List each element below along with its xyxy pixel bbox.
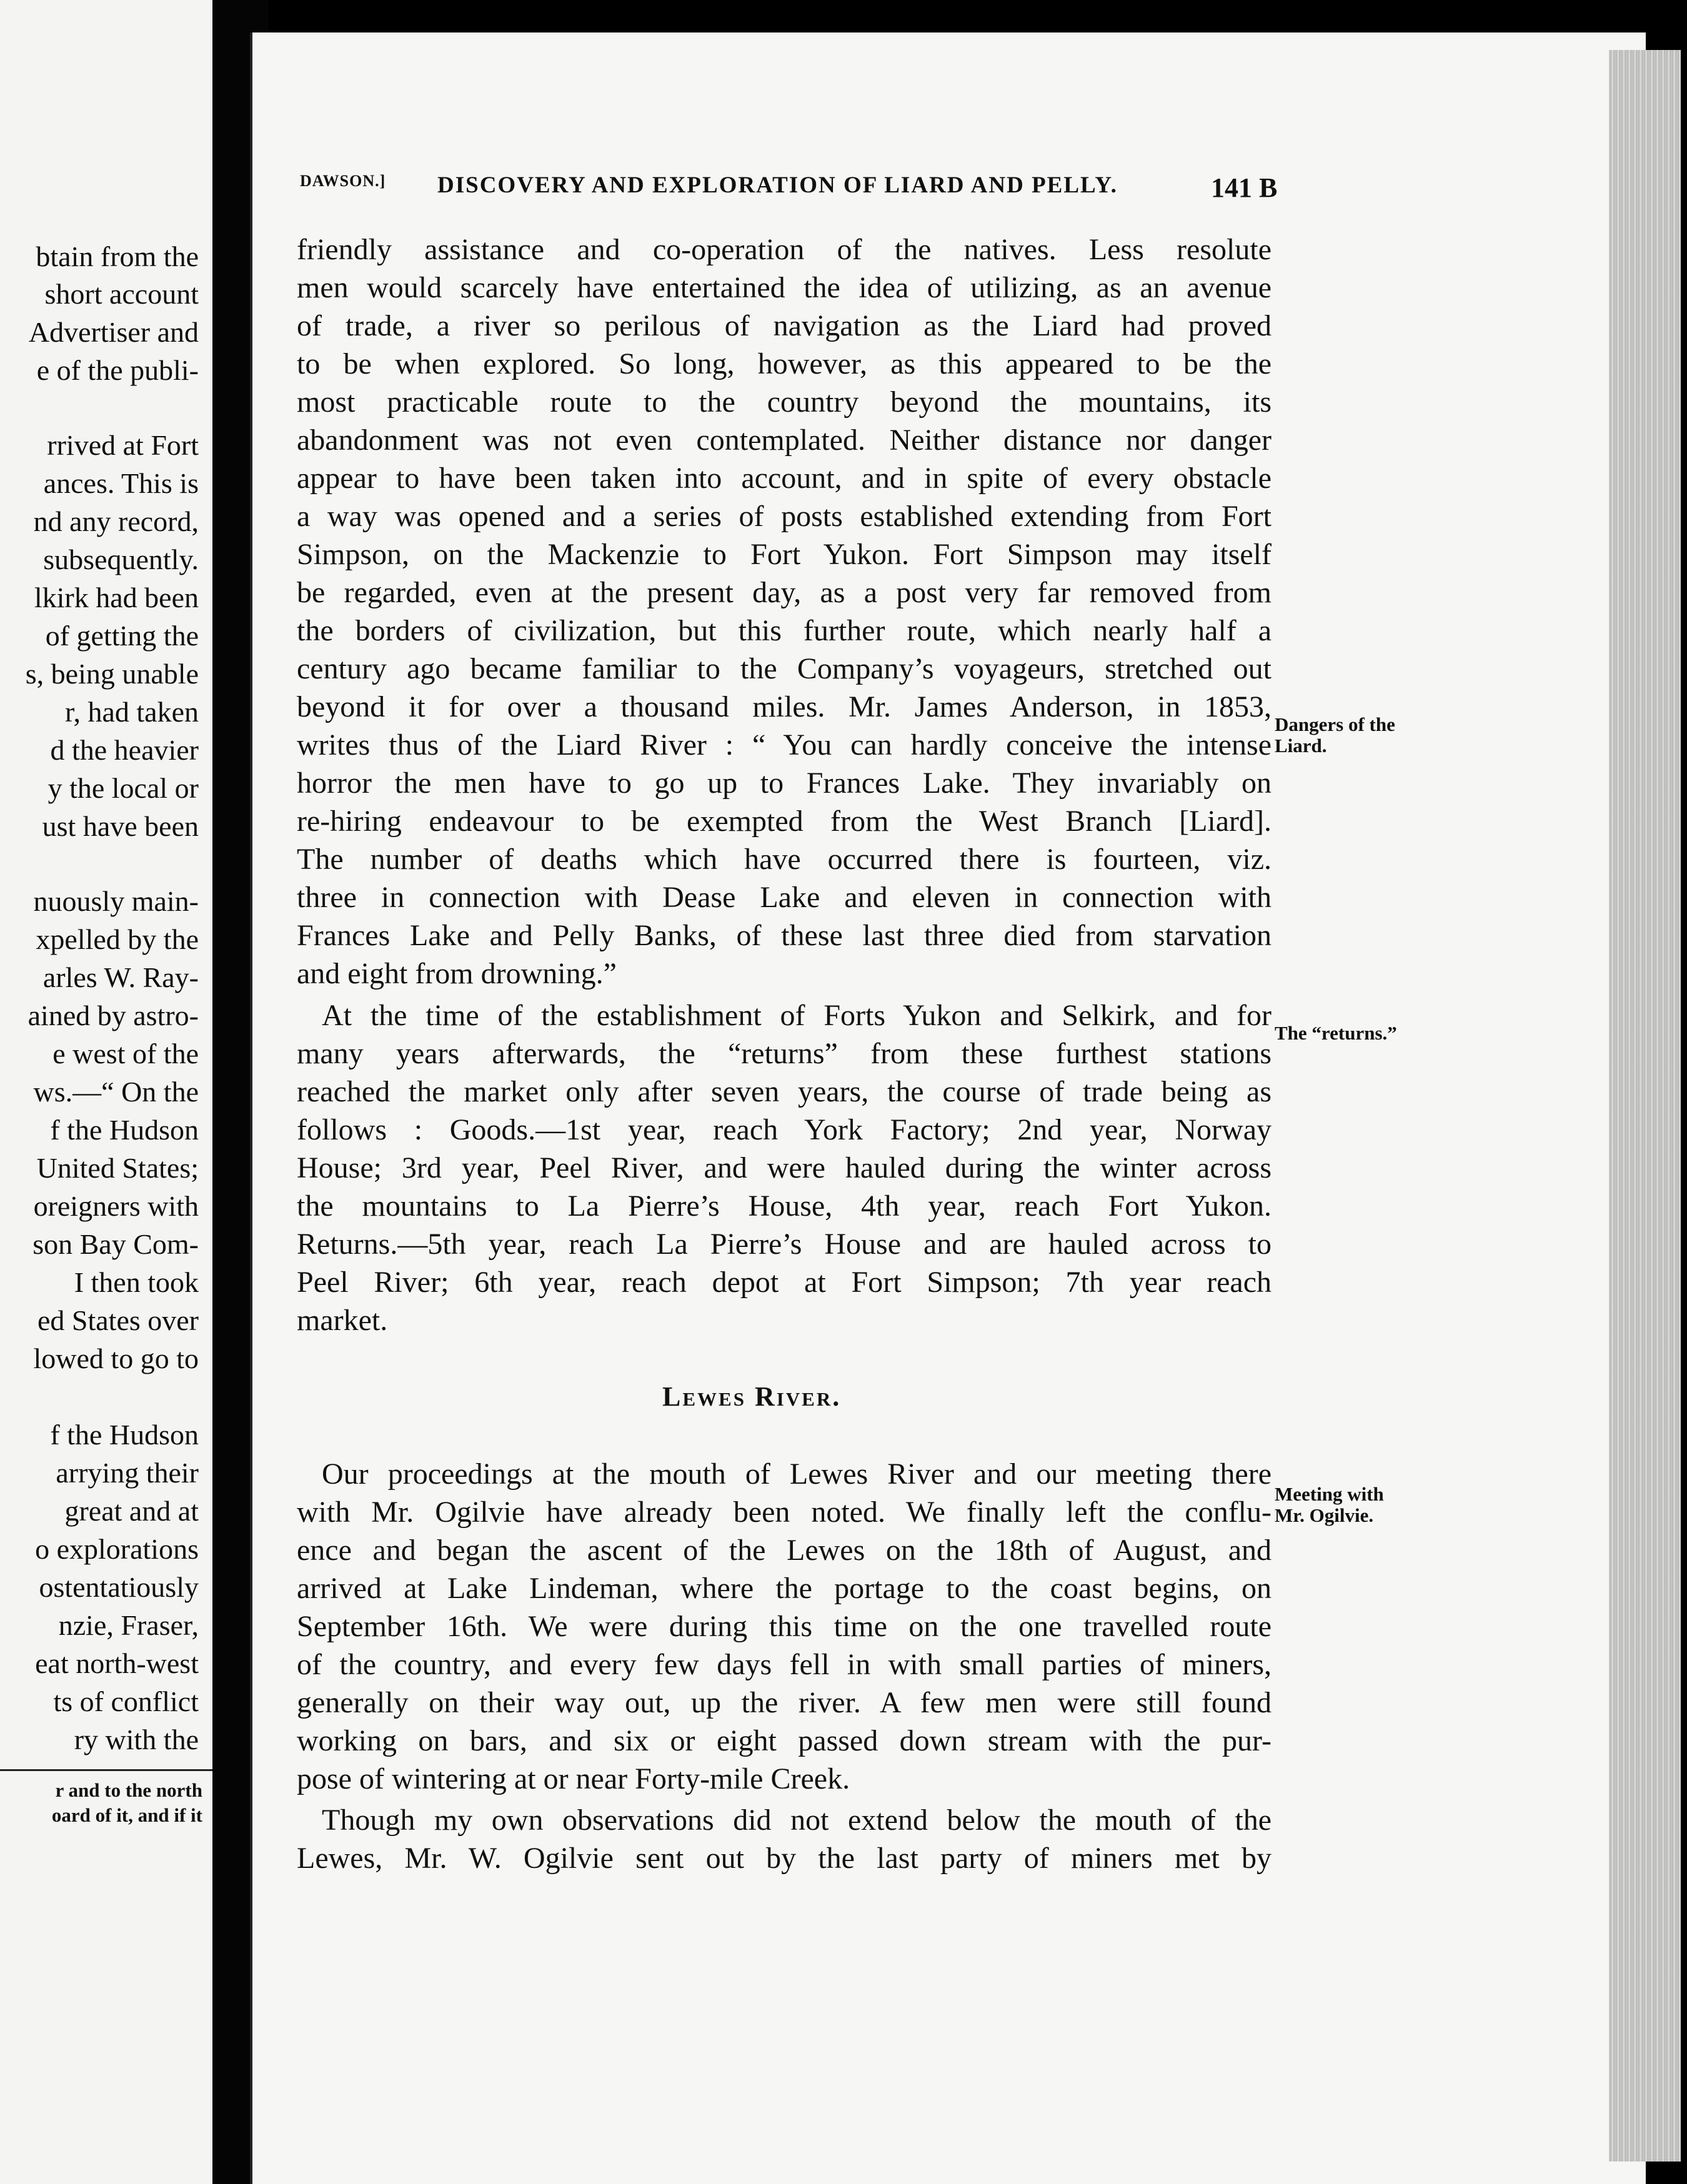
body-text-line: of trade, a river so perilous of navigation as the Liard had proved — [297, 309, 1271, 342]
body-text-line: At the time of the establishment of Forts Yukon and Selkirk, and for — [322, 999, 1271, 1032]
body-text-line: pose of wintering at or near Forty-mile Creek. — [297, 1762, 850, 1795]
section-heading: Lewes River. — [662, 1381, 842, 1412]
left-text-line: e west of the — [52, 1038, 199, 1070]
body-text-line: House; 3rd year, Peel River, and were hauled during the winter across — [297, 1151, 1271, 1184]
body-text-line: most practicable route to the country beyond the mountains, its — [297, 385, 1271, 419]
left-text-line: rrived at Fort — [47, 429, 199, 461]
left-text-line: o explorations — [35, 1533, 199, 1565]
left-text-line: nuously main- — [33, 885, 199, 917]
body-text-line: ence and began the ascent of the Lewes on the 18th of August, and — [297, 1534, 1271, 1567]
left-footnote-line: oard of it, and if it — [51, 1804, 202, 1826]
body-text-line: Though my own observations did not extend below the mouth of the — [322, 1804, 1271, 1837]
left-text-line: f the Hudson — [50, 1114, 199, 1146]
left-text-line: ostentatiously — [39, 1571, 199, 1603]
left-text-line: short account — [44, 278, 199, 310]
body-text-line: friendly assistance and co-operation of the natives. Less resolute — [297, 233, 1271, 266]
running-head-author: DAWSON.] — [300, 172, 386, 190]
margin-note-line: Liard. — [1275, 735, 1327, 757]
left-text-line: nzie, Fraser, — [58, 1609, 199, 1641]
left-text-line: f the Hudson — [50, 1419, 199, 1451]
left-text-line: arrying their — [56, 1457, 199, 1489]
left-text-line: oreigners with — [33, 1190, 199, 1222]
left-text-line: ust have been — [42, 810, 199, 842]
margin-note-line: Meeting with — [1275, 1483, 1384, 1505]
body-text-line: men would scarcely have entertained the idea of utilizing, as an avenue — [297, 271, 1271, 304]
left-text-line: xpelled by the — [36, 923, 199, 955]
left-text-line: Advertiser and — [28, 316, 199, 348]
left-text-line: ts of conflict — [53, 1685, 199, 1717]
margin-note-returns — [1275, 1023, 1397, 1044]
body-text-line: writes thus of the Liard River : “ You can hardly conceive the intense — [297, 728, 1271, 762]
body-text-line: working on bars, and six or eight passed down stream with the pur- — [297, 1724, 1271, 1757]
body-text-line: Frances Lake and Pelly Banks, of these last three died from starvation — [297, 919, 1271, 952]
body-text-line: beyond it for over a thousand miles. Mr. James Anderson, in 1853, — [297, 690, 1271, 723]
margin-note-meeting — [1275, 1484, 1384, 1526]
left-footnote-line: r and to the north — [55, 1779, 202, 1801]
left-text-line: ry with the — [74, 1724, 199, 1755]
left-text-line: eat north-west — [35, 1647, 199, 1679]
body-text-line: abandonment was not even contemplated. Neither distance nor danger — [297, 424, 1271, 457]
body-text-line: re-hiring endeavour to be exempted from the West Branch [Liard]. — [297, 805, 1271, 838]
left-text-line: great and at — [64, 1495, 199, 1527]
left-text-line: btain from the — [36, 241, 199, 272]
left-text-line: ed States over — [37, 1304, 199, 1336]
body-text-line: Peel River; 6th year, reach depot at Fort Simpson; 7th year reach — [297, 1266, 1271, 1299]
body-text-line: the borders of civilization, but this further route, which nearly half a — [297, 614, 1271, 647]
body-text-line: market. — [297, 1304, 388, 1337]
left-text-line: s, being unable — [25, 658, 199, 690]
margin-note-dangers — [1275, 714, 1395, 757]
body-text-line: generally on their way out, up the river. A few men were still found — [297, 1686, 1271, 1719]
left-text-line: ances. This is — [43, 467, 199, 499]
left-text-line: ained by astro- — [27, 1000, 199, 1031]
body-text-line: and eight from drowning.” — [297, 957, 617, 990]
body-text-line: many years afterwards, the “returns” from these furthest stations — [297, 1037, 1271, 1070]
body-text-line: Our proceedings at the mouth of Lewes River and our meeting there — [322, 1457, 1271, 1491]
left-text-line: y the local or — [47, 772, 199, 804]
body-text-line: Simpson, on the Mackenzie to Fort Yukon. Fort Simpson may itself — [297, 538, 1271, 571]
body-text-line: three in connection with Dease Lake and eleven in connection with — [297, 881, 1271, 914]
body-text-line: century ago became familiar to the Company’s voyageurs, stretched out — [297, 652, 1271, 685]
body-text-line: follows : Goods.—1st year, reach York Factory; 2nd year, Norway — [297, 1113, 1271, 1146]
left-text-line: I then took — [74, 1266, 199, 1298]
left-text-line: e of the publi- — [36, 354, 199, 386]
body-text-line: to be when explored. So long, however, as this appeared to be the — [297, 347, 1271, 380]
left-text-line: son Bay Com- — [32, 1228, 199, 1260]
left-text-line: lowed to go to — [33, 1343, 199, 1374]
left-text-line: nd any record, — [33, 505, 199, 537]
left-text-line: ws.—“ On the — [33, 1076, 199, 1108]
page-number: 141 B — [1211, 172, 1278, 203]
left-text-line: lkirk had been — [34, 582, 199, 613]
left-text-line: arles W. Ray- — [42, 961, 199, 993]
body-text-line: reached the market only after seven years, the course of trade being as — [297, 1075, 1271, 1108]
body-text-line: arrived at Lake Lindeman, where the portage to the coast begins, on — [297, 1572, 1271, 1605]
body-text-line: Returns.—5th year, reach La Pierre’s House and are hauled across to — [297, 1228, 1271, 1261]
left-text-line: of getting the — [45, 620, 199, 652]
left-text-line: United States; — [36, 1152, 199, 1184]
footnote-rule — [0, 1769, 212, 1771]
left-text-line: subsequently. — [43, 544, 199, 575]
left-text-line: d the heavier — [50, 734, 199, 766]
page-edge-stack — [1609, 50, 1681, 2162]
body-text-line: appear to have been taken into account, and in spite of every obstacle — [297, 462, 1271, 495]
left-text-line: r, had taken — [64, 696, 199, 728]
body-text-line: of the country, and every few days fell in with small parties of miners, — [297, 1648, 1271, 1681]
margin-note-line: Mr. Ogilvie. — [1275, 1504, 1374, 1526]
left-page-fragment — [0, 0, 212, 2184]
body-text-line: Lewes, Mr. W. Ogilvie sent out by the last party of miners met by — [297, 1842, 1271, 1875]
running-head — [300, 172, 1300, 209]
body-text-line: the mountains to La Pierre’s House, 4th year, reach Fort Yukon. — [297, 1189, 1271, 1223]
margin-note-line: Dangers of the — [1275, 713, 1395, 735]
running-head-title: DISCOVERY AND EXPLORATION OF LIARD AND PELLY. — [437, 172, 1118, 198]
body-text-line: a way was opened and a series of posts established extending from Fort — [297, 500, 1271, 533]
margin-note-line: The “returns.” — [1275, 1022, 1397, 1044]
body-text-line: September 16th. We were during this time on the one travelled route — [297, 1610, 1271, 1643]
body-text-line: The number of deaths which have occurred there is fourteen, viz. — [297, 843, 1271, 876]
body-text-line: horror the men have to go up to Frances Lake. They invariably on — [297, 767, 1271, 800]
body-text-line: with Mr. Ogilvie have already been noted. We finally left the conflu- — [297, 1496, 1271, 1529]
body-text-line: be regarded, even at the present day, as a post very far removed from — [297, 576, 1271, 609]
